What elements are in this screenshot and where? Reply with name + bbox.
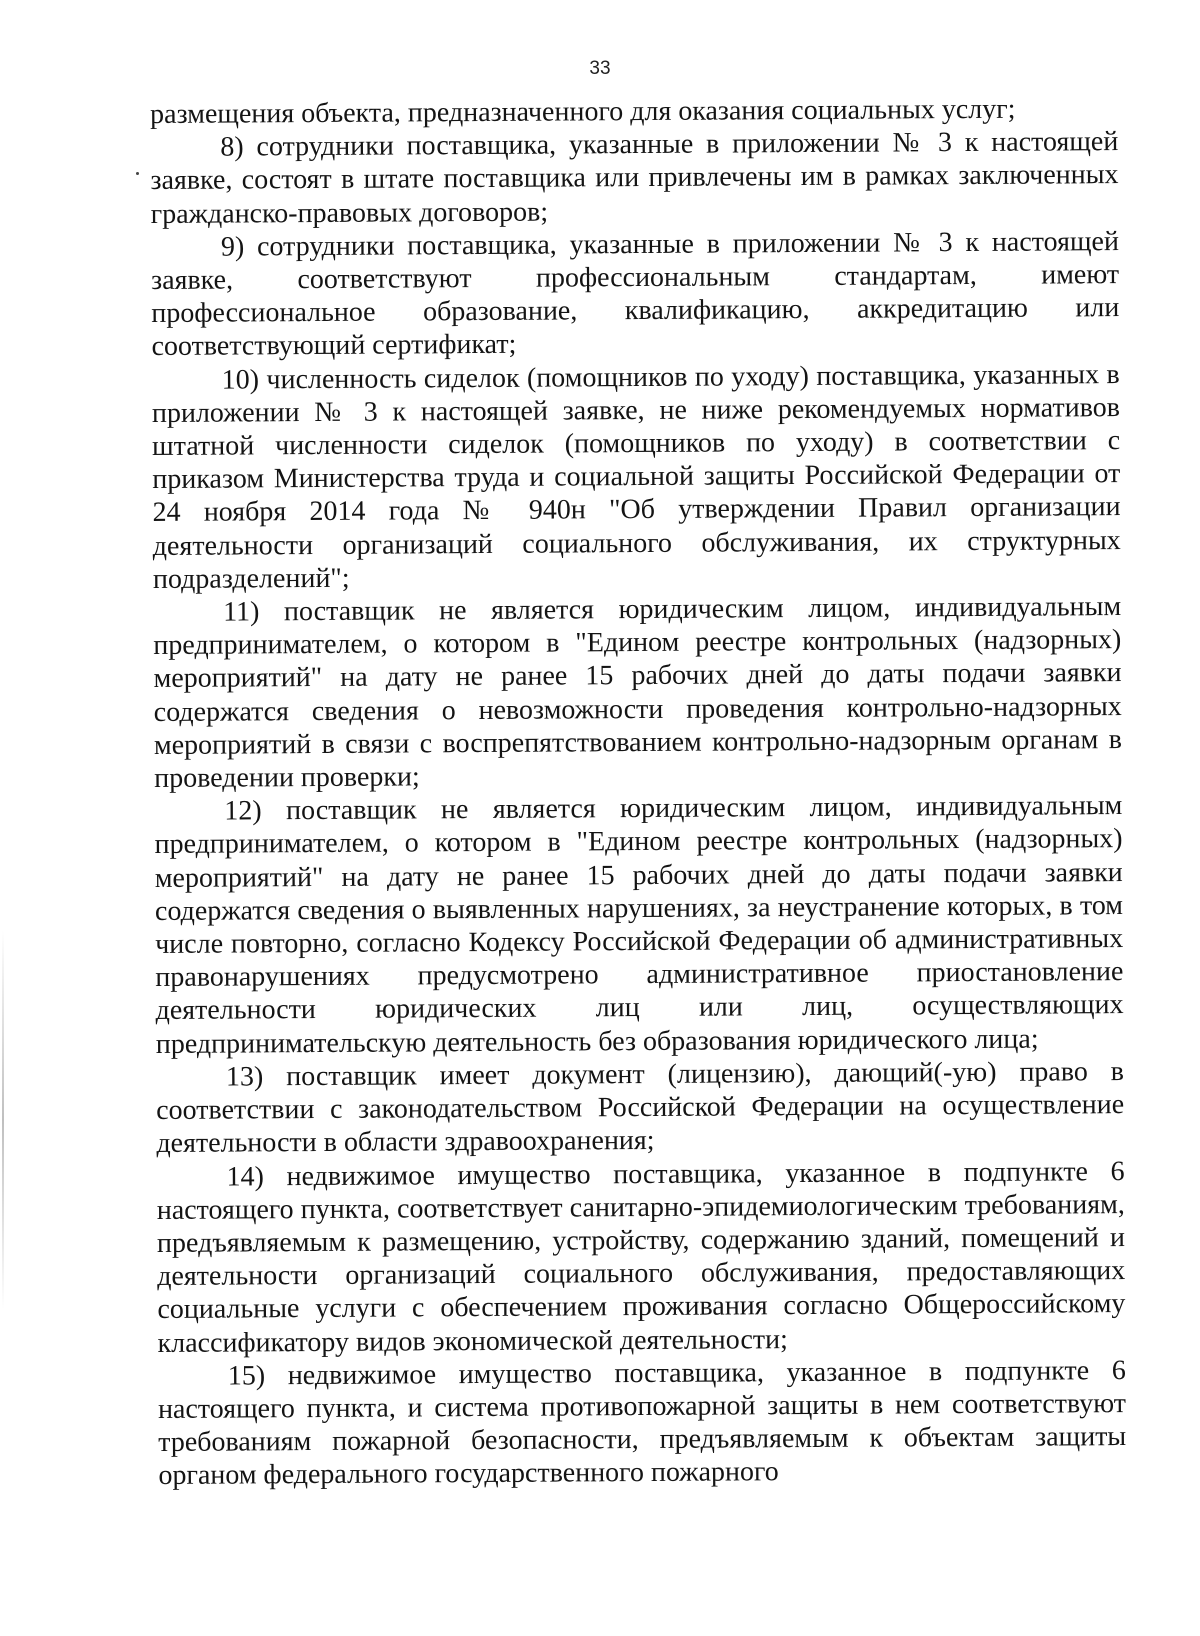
scan-speck <box>136 172 139 175</box>
list-item-9: 9) сотрудники поставщика, указанные в приложении № 3 к настоящей заявке, соответствуют профессиональным стандартам, имеют профессиональное образование, квалификацию, аккредитацию или соответствующий сертификат; <box>151 225 1120 363</box>
list-item-12: 12) поставщик не является юридическим лицом, индивидуальным предпринимателем, о котором в "Едином реестре контрольных (надзорных) мероприятий" на дату не ранее 15 рабочих дней до даты подачи заявки содержатся сведения о выявленных нарушениях, за неустранение которых, в том числе повторно, согласно Кодексу Российской Федерации об административных правонарушениях предусмотрено административное приостановление деятельности юридических лиц или лиц, осуществляющих предпринимательскую деятельность без образования юридического лица; <box>154 790 1124 1060</box>
document-body <box>150 92 1127 1492</box>
list-item-15: 15) недвижимое имущество поставщика, указанное в подпункте 6 настоящего пункта, и система противопожарной защиты в нем соответствуют требованиям пожарной безопасности, предъявляемым к объектам защиты органом федерального государственного пожарного <box>157 1354 1127 1492</box>
continuation-paragraph: размещения объекта, предназначенного для оказания социальных услуг; <box>150 93 1016 130</box>
list-item-10: 10) численность сиделок (помощников по уходу) поставщика, указанных в приложении № 3 к настоящей заявке, не ниже рекомендуемых нормативов штатной численности сиделок (помощников по уходу) в соответствии с приказом Министерства труда и социальной защиты Российской Федерации от 24 ноября 2014 года № 940н "Об утверждении Правил организации деятельности организаций социального обслуживания, их структурных подразделений"; <box>151 358 1121 595</box>
list-item-11: 11) поставщик не является юридическим лицом, индивидуальным предпринимателем, о котором в "Едином реестре контрольных (надзорных) мероприятий" на дату не ранее 15 рабочих дней до даты подачи заявки содержатся сведения о невозможности проведения контрольно-надзорных мероприятий в связи с воспрепятствованием контрольно-надзорным органам в проведении проверки; <box>153 591 1123 795</box>
list-item-14: 14) недвижимое имущество поставщика, указанное в подпункте 6 настоящего пункта, соответствует санитарно-эпидемиологическим требованиям, предъявляемым к размещению, устройству, содержанию зданий, помещений и деятельности организаций социального обслуживания, предоставляющих социальные услуги с обеспечением проживания согласно Общероссийскому классификатору видов экономической деятельности; <box>156 1155 1126 1359</box>
page-number: 33 <box>589 58 611 79</box>
list-item-8: 8) сотрудники поставщика, указанные в приложении № 3 к настоящей заявке, состоят в штате поставщика или привлечены им в рамках заключенных гражданско-правовых договоров; <box>150 126 1119 230</box>
list-item-13: 13) поставщик имеет документ (лицензию), дающий(-ую) право в соответствии с законодательством Российской Федерации на осуществление деятельности в области здравоохранения; <box>156 1055 1125 1160</box>
scan-edge-shadow <box>2 930 4 1310</box>
